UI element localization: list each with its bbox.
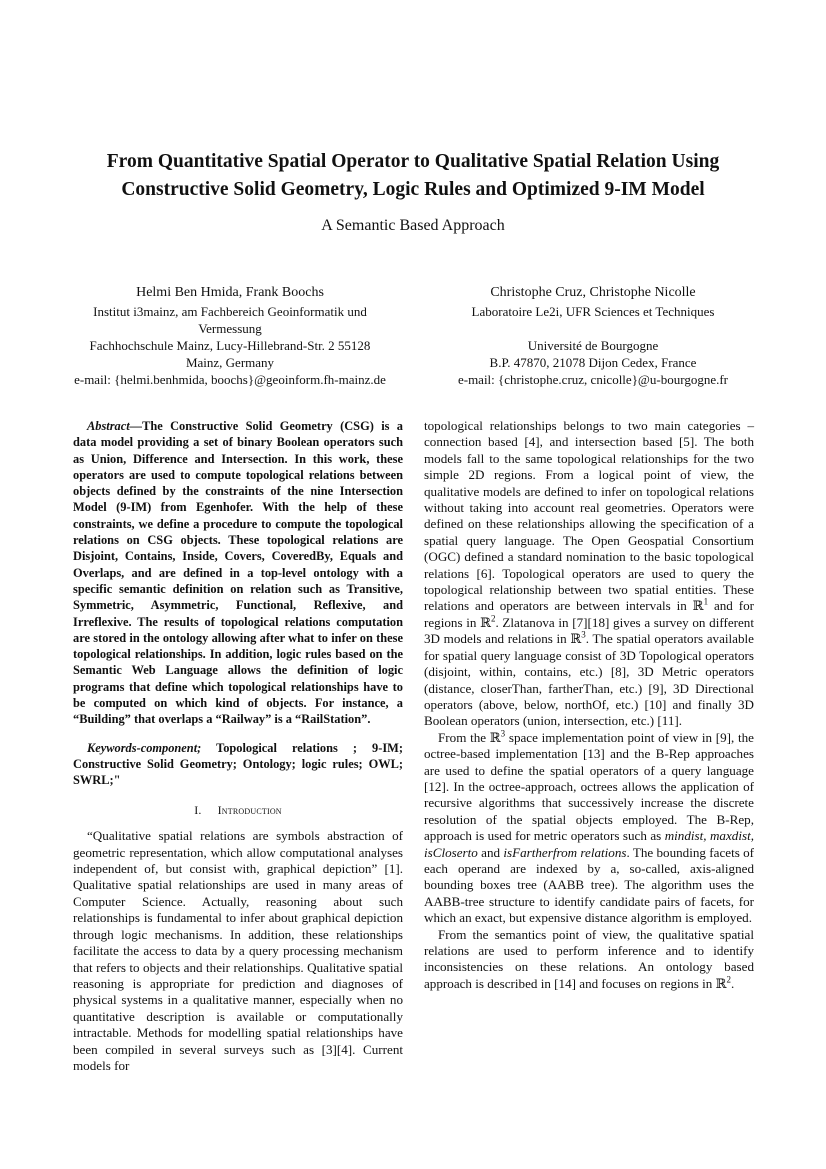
author-names-2: Christophe Cruz, Christophe Nicolle xyxy=(490,285,696,300)
body-paragraph-1 xyxy=(424,418,754,730)
section-title: Introduction xyxy=(217,802,282,817)
left-column xyxy=(73,418,403,1074)
text-run: topological relationships belongs to two main categories – connection based [4], and intersection based [5]. The both models fall to the same topological relationships for the two simple 2D regions. From a logical point of view, the qualitative models are defined to infer on topological relations without taking into account real geometries. Operators were defined on these relationships allowing the specification of a spatial query language. The Open Geospatial Consortium (OGC) defined a standard nomination to the basic topological relations [6]. Topological operators are used to query the topological relationship between two spatial entities. These relations and operators are between intervals in ℝ xyxy=(424,418,754,614)
superscript: 2 xyxy=(726,974,731,985)
author-address-line: B.P. 47870, 21078 Dijon Cedex, France xyxy=(489,355,697,370)
author-university: Université de Bourgogne xyxy=(527,338,659,353)
author-affiliation-line: Institut i3mainz, am Fachbereich Geoinformatik und Vermessung xyxy=(93,304,367,336)
abstract-label: Abstract— xyxy=(87,419,143,433)
text-run: . The bounding facets of each operand are indexed by a, so-called, axis-aligned bounding boxes tree (AABB tree). The algorithm uses the AABB-tree structure to identify candidate pairs of facets, for which an exact, but expensive distance algorithm is employed. xyxy=(424,844,755,926)
author-block-2 xyxy=(428,283,758,388)
author-names-1: Helmi Ben Hmida, Frank Boochs xyxy=(136,285,324,300)
body-paragraph-3 xyxy=(424,927,754,993)
author-email: e-mail: {christophe.cruz, cnicolle}@u-bourgogne.fr xyxy=(457,372,729,387)
keywords xyxy=(73,740,403,789)
title-line-1: From Quantitative Spatial Operator to Qualitative Spatial Relation Using xyxy=(106,151,720,172)
superscript: 3 xyxy=(581,629,586,640)
superscript: 2 xyxy=(490,613,496,624)
body-paragraph-2 xyxy=(424,730,754,927)
text-run: . xyxy=(731,975,735,991)
title-line-2: Constructive Solid Geometry, Logic Rules and Optimized 9-IM Model xyxy=(121,179,705,200)
keywords-label: Keywords-component; xyxy=(87,740,202,755)
right-column xyxy=(424,418,754,992)
keywords-text: Topological relations ; 9-IM; Constructive Solid Geometry; Ontology; logic rules; OWL; SWRL;" xyxy=(73,740,403,788)
section-heading xyxy=(73,802,403,818)
abstract xyxy=(73,418,403,728)
paper-subtitle: A Semantic Based Approach xyxy=(321,217,505,234)
author-affiliation-line: Laboratoire Le2i, UFR Sciences et Techniques xyxy=(471,304,715,319)
section-number: I. xyxy=(194,802,202,817)
text-run: and for regions in ℝ xyxy=(424,598,754,630)
text-run: . Zlatanova in [7][18] gives a survey on different 3D models and relations in ℝ xyxy=(424,614,754,647)
text-run: and xyxy=(477,844,504,860)
superscript: 3 xyxy=(500,728,506,739)
author-address-line: Fachhochschule Mainz, Lucy-Hillebrand-Str. 2 55128 Mainz, Germany xyxy=(89,338,371,370)
spacer xyxy=(428,320,758,337)
superscript: 1 xyxy=(703,597,709,608)
italic-run: isFartherfrom relations xyxy=(503,844,627,860)
abstract-text: The Constructive Solid Geometry (CSG) is a data model providing a set of binary Boolean operators such as Union, Difference and Intersection. In this work, these operators are used to compute topological relations between objects defined by the constraints of the nine Intersection Model (9-IM) from Egenhofer. With the help of these constraints, we define a procedure to compute the topological relations on CSG objects. These topological relations are Disjoint, Contains, Inside, Covers, CoveredBy, Equals and Overlaps, and are defined in a top-level ontology with a specific semantic definition on relation such as Transitive, Symmetric, Asymmetric, Functional, Reflexive, and Irreflexive. The results of topological relations computation are stored in the ontology allowing after what to infer on these topological relationships. In addition, logic rules based on the Semantic Web Language allows the definition of logic programs that define which topological relationships have to be computed on which kind of objects. For instance, a “Building” that overlaps a “Railway” is a “RailStation”. xyxy=(73,419,403,727)
paper-title xyxy=(40,148,786,204)
text-run: space implementation point of view in [9], the octree-based implementation [13] and the B-Rep approaches are used to define the spatial operators of a query language [12]. In the octree-approach, octrees allows the application of recursive algorithms that successively increase the discrete resolution of the spatial objects employed. The B-Rep, approach is used for metric operators such as xyxy=(424,729,754,844)
intro-paragraph-1: “Qualitative spatial relations are symbols abstraction of geometric representation, which allow computational analyses independent of, but consist with, graphical depiction” [1]. Qualitative spatial relationships are used in many areas of Computer Science. Actually, reasoning about such relationships is fundamental to infer about graphical depiction through logic mechanisms. In addition, these relationships facilitate the access to data by a query processing mechanism that refers to objects and their relationships. Qualitative spatial reasoning is appropriate for prediction and diagnoses of physical systems in a qualitative manner, especially when no quantitative description is available or computationally intractable. Methods for modelling spatial relationships have been compiled in several surveys such as [3][4]. Current models for xyxy=(73,828,403,1073)
text-run: . The spatial operators available for spatial query language consist of 3D Topological operators (disjoint, within, contains, etc.) [8], 3D Metric operators (distance, closerThan, fartherThan, etc.) [9], 3D Directional operators (above, below, northOf, etc.) [10] and finally 3D Boolean operators (union, intersection, etc.) [11]. xyxy=(424,631,754,729)
author-block-1 xyxy=(70,283,390,388)
author-email: e-mail: {helmi.benhmida, boochs}@geoinform.fh-mainz.de xyxy=(74,372,386,387)
text-run: From the ℝ xyxy=(438,729,501,745)
italic-run: mindist, maxdist, isCloserto xyxy=(424,828,754,860)
text-run: From the semantics point of view, the qualitative spatial relations are used to perform inference and to identify inconsistencies on these relations. An ontology based approach is described in [14] and focuses on regions in ℝ xyxy=(424,926,754,991)
